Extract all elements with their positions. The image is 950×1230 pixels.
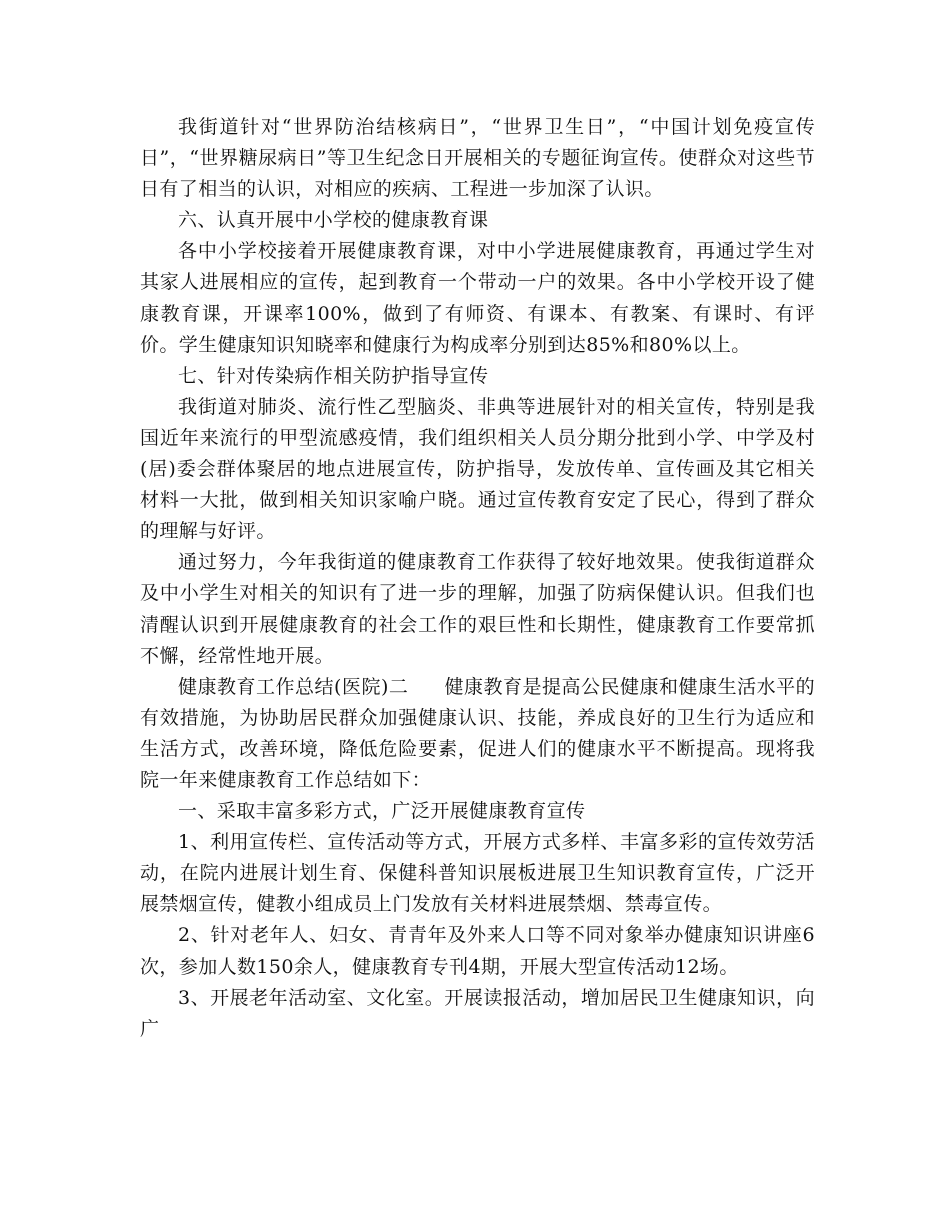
- paragraph-health-days: 我街道针对“世界防治结核病日”，“世界卫生日”，“中国计划免疫宣传日”，“世界糖尿病日”等卫生纪念日开展相关的专题征询宣传。使群众对这些节日有了相当的认识，对相应的疾病、工程进一步加深了认识。: [140, 116, 815, 201]
- paragraph-item-1: 1、利用宣传栏、宣传活动等方式，开展方式多样、丰富多彩的宣传效劳活动，在院内进展计划生育、保健科普知识展板进展卫生知识教育宣传，广泛开展禁烟宣传，健教小组成员上门发放有关材料进展禁烟、禁毒宣传。: [140, 831, 815, 916]
- section-heading-7: 七、针对传染病作相关防护指导宣传: [178, 364, 489, 387]
- hospital-summary-text: 健康教育是提高公民健康和健康生活水平的有效措施，为协助居民群众加强健康认识、技能，养成良好的卫生行为适应和生活方式，改善环境，降低危险要素，促进人们的健康水平不断提高。现将我院一年来健康教育工作总结如下：: [140, 675, 815, 791]
- paragraph-item-2: 2、针对老年人、妇女、青青年及外来人口等不同对象举办健康知识讲座6次，参加人数150余人，健康教育专刊4期，开展大型宣传活动12场。: [140, 924, 815, 978]
- hospital-summary-title: 健康教育工作总结(医院)二: [178, 675, 409, 698]
- section-heading-1: 一、采取丰富多彩方式，广泛开展健康教育宣传: [178, 800, 586, 823]
- paragraph-hospital-summary-intro: [140, 672, 815, 796]
- paragraph-school-courses: 各中小学校接着开展健康教育课，对中小学进展健康教育，再通过学生对其家人进展相应的宣传，起到教育一个带动一户的效果。各中小学校开设了健康教育课，开课率100%，做到了有师资、有课本、有教案、有课时、有评价。学生健康知识知晓率和健康行为构成率分别到达85%和80%以上。: [140, 240, 815, 356]
- paragraph-infectious-disease: 我街道对肺炎、流行性乙型脑炎、非典等进展针对的相关宣传，特别是我国近年来流行的甲型流感疫情，我们组织相关人员分期分批到小学、中学及村(居)委会群体聚居的地点进展宣传，防护指导，发放传单、宣传画及其它相关材料一大批，做到相关知识家喻户晓。通过宣传教育安定了民心，得到了群众的理解与好评。: [140, 395, 815, 543]
- paragraph-summary-effect: 通过努力，今年我街道的健康教育工作获得了较好地效果。使我街道群众及中小学生对相关的知识有了进一步的理解，加强了防病保健认识。但我们也清醒认识到开展健康教育的社会工作的艰巨性和长期性，健康教育工作要常抓不懈，经常性地开展。: [140, 551, 815, 667]
- paragraph-item-3: 3、开展老年活动室、文化室。开展读报活动，增加居民卫生健康知识，向广: [140, 986, 815, 1040]
- document-body: [140, 112, 815, 1045]
- section-heading-6: 六、认真开展中小学校的健康教育课: [178, 209, 489, 232]
